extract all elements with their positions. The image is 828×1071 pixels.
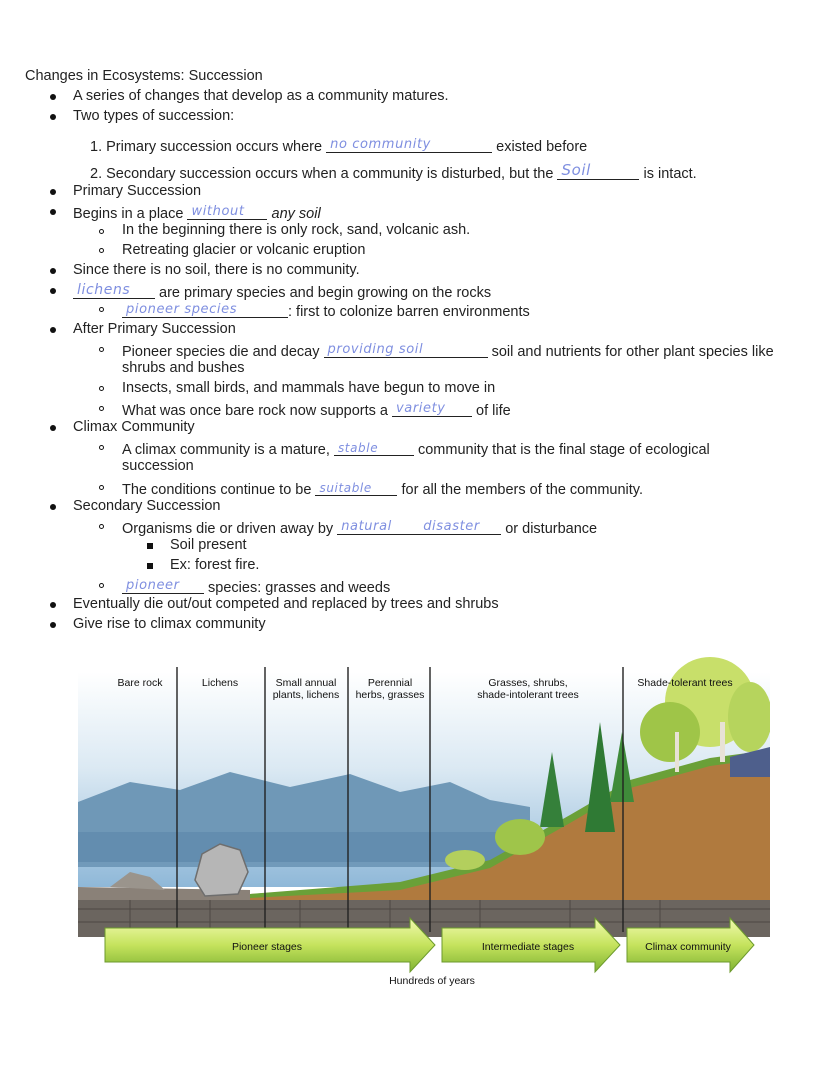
stage-label: Bare rock [117, 677, 163, 689]
deciduous-tree [640, 702, 700, 762]
handwritten-answer: suitable [319, 481, 372, 495]
bullet [50, 114, 56, 120]
stage-label: plants, lichens [272, 689, 340, 701]
sub-bullet [99, 445, 104, 450]
bullet [50, 327, 56, 333]
stage-label: Shade-tolerant trees [637, 677, 733, 689]
handwritten-answer: variety [396, 401, 446, 416]
stage-label: Perennial [367, 677, 413, 689]
shrub [495, 819, 545, 855]
sub-bullet-text: Organisms die or driven away by natural disaster or disturbance [122, 519, 598, 537]
bullet [50, 209, 56, 215]
sub-bullet-text: In the beginning there is only rock, sand, volcanic ash. [122, 222, 471, 238]
sub-bullet-text: Retreating glacier or volcanic eruption [122, 242, 366, 258]
arrow-label: Climax community [645, 941, 731, 953]
sub-bullet [99, 307, 104, 312]
sub-bullet [99, 485, 104, 490]
bullet [50, 602, 56, 608]
handwritten-answer: disaster [423, 519, 480, 534]
sub-bullet [99, 248, 104, 253]
shrub [445, 850, 485, 870]
bullet [50, 622, 56, 628]
handwritten-answer: natural [341, 519, 392, 534]
deciduous-tree [728, 682, 770, 752]
bullet-text: lichens are primary species and begin growing on the rocks [73, 282, 491, 301]
page-title: Changes in Ecosystems: Succession [25, 68, 263, 84]
bullet [50, 268, 56, 274]
sub-bullet [99, 386, 104, 391]
sub-bullet-text: The conditions continue to be suitable for all the members of the community. [122, 481, 643, 498]
sub-bullet [99, 583, 104, 588]
sub-bullet-text: pioneer species : first to colonize barren environments [122, 301, 530, 320]
sub-sub-bullet [147, 543, 153, 549]
sub-bullet-text-continued: succession [122, 458, 194, 474]
sub-bullet-text: Insects, small birds, and mammals have begun to move in [122, 380, 496, 396]
handwritten-answer: stable [337, 441, 379, 455]
bullet-text: Secondary Succession [73, 498, 221, 514]
sub-bullet-text: Pioneer species die and decay providing soil soil and nutrients for other plant species like [122, 342, 774, 360]
sub-bullet [99, 406, 104, 411]
sub-sub-bullet-text: Ex: forest fire. [170, 557, 260, 573]
bullet [50, 288, 56, 294]
bullet-text: Since there is no soil, there is no community. [73, 262, 360, 278]
bullet-text: Primary Succession [73, 183, 202, 199]
handwritten-answer: pioneer [126, 578, 180, 593]
arrow-label: Intermediate stages [481, 941, 575, 953]
bullet-text: Begins in a place without any soil [73, 204, 321, 222]
numbered-item-2: 2. Secondary succession occurs when a community is disturbed, but the Soil is intact. [90, 161, 697, 182]
sub-bullet-text: pioneer species: grasses and weeds [122, 577, 390, 596]
bullet-text: A series of changes that develop as a community matures. [73, 88, 449, 104]
stage-label: Grasses, shrubs, [488, 677, 568, 689]
stage-label: shade-intolerant trees [477, 689, 579, 701]
bullet [50, 94, 56, 100]
bullet [50, 425, 56, 431]
sub-bullet-text-continued: shrubs and bushes [122, 360, 245, 376]
sub-bullet-text: What was once bare rock now supports a variety of life [122, 401, 511, 419]
arrow-label: Pioneer stages [231, 941, 303, 953]
stage-label: herbs, grasses [355, 689, 425, 701]
handwritten-answer: Soil [561, 161, 591, 179]
stage-label: Lichens [201, 677, 239, 689]
bullet-text: Give rise to climax community [73, 616, 266, 632]
time-label: Hundreds of years [389, 975, 475, 987]
handwritten-answer: pioneer species [126, 302, 238, 317]
sub-bullet-text: A climax community is a mature, stable community that is the final stage of ecological [122, 441, 710, 458]
handwritten-answer: without [191, 204, 245, 219]
bullet-text: Climax Community [73, 419, 195, 435]
sub-bullet [99, 229, 104, 234]
handwritten-answer: lichens [77, 282, 131, 298]
bullet [50, 189, 56, 195]
bullet-text: After Primary Succession [73, 321, 236, 337]
sub-bullet [99, 524, 104, 529]
bullet-text: Two types of succession: [73, 108, 235, 124]
succession-diagram [70, 632, 770, 992]
sub-sub-bullet [147, 563, 153, 569]
bullet [50, 504, 56, 510]
handwritten-answer: providing soil [327, 342, 424, 357]
sub-bullet [99, 347, 104, 352]
handwritten-answer: no community [330, 137, 431, 152]
bullet-text: Eventually die out/out competed and replaced by trees and shrubs [73, 596, 499, 612]
numbered-item-1: 1. Primary succession occurs where no community existed before [90, 137, 588, 155]
sub-sub-bullet-text: Soil present [170, 537, 247, 553]
stage-label: Small annual [275, 677, 337, 689]
